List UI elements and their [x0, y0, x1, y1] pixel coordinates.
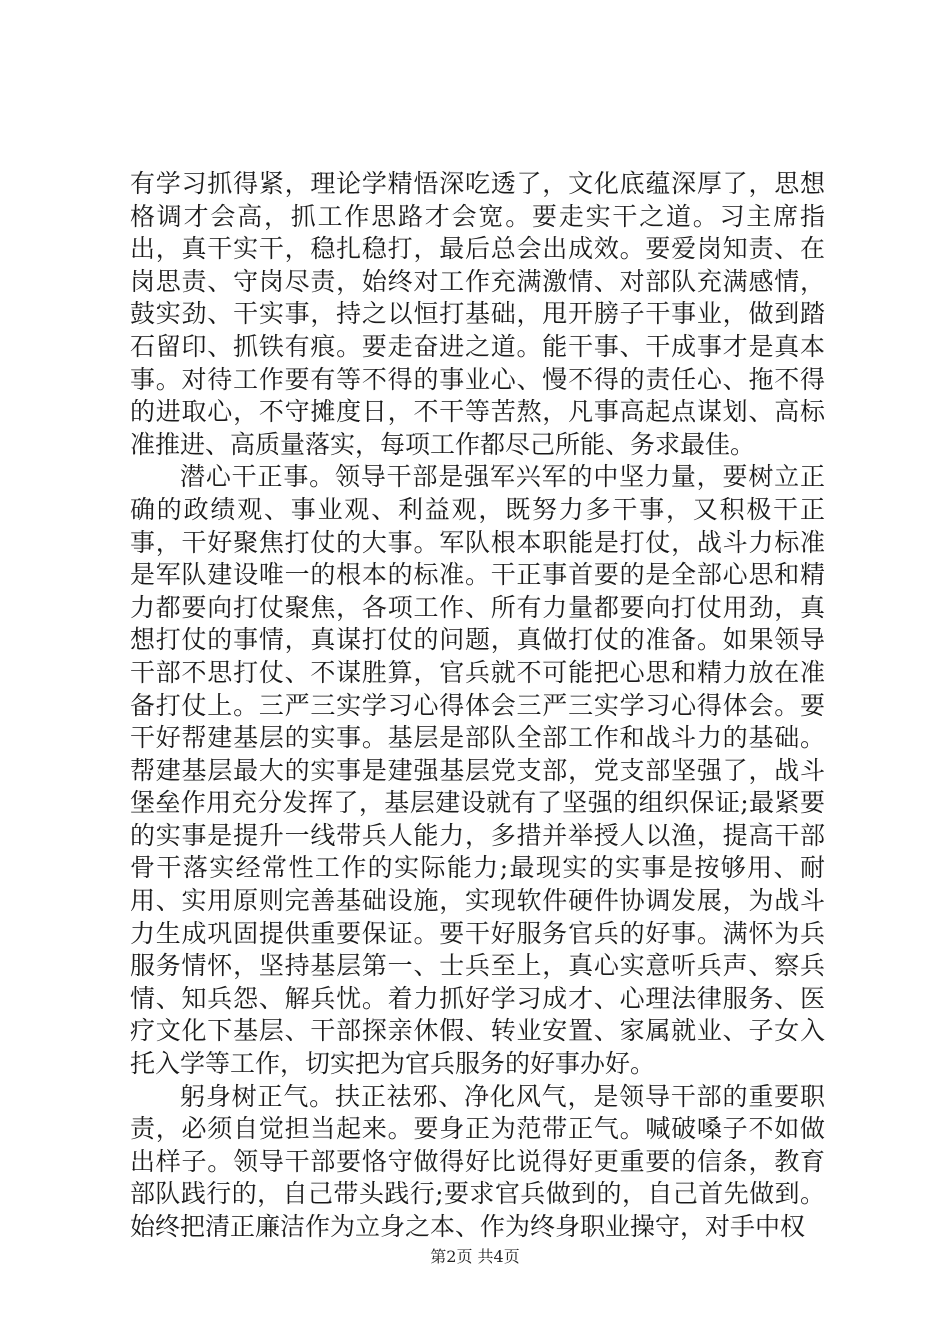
page-number-footer: 第2页 共4页 [430, 1247, 520, 1266]
paragraph-focus-on-work: 潜心干正事。领导干部是强军兴军的中坚力量，要树立正确的政绩观、事业观、利益观，既努力多干事，又积极干正事，干好聚焦打仗的大事。军队根本职能是打仗，战斗力标准是军队建设唯一的根本的标准。干正事首要的是全部心思和精力都要向打仗聚焦，各项工作、所有力量都要向打仗用劲，真想打仗的事情，真谋打仗的问题，真做打仗的准备。如果领导干部不思打仗、不谋胜算，官兵就不可能把心思和精力放在准备打仗上。三严三实学习心得体会三严三实学习心得体会。要干好帮建基层的实事。基层是部队全部工作和战斗力的基础。帮建基层最大的实事是建强基层党支部，党支部坚强了，战斗堡垒作用充分发挥了，基层建设就有了坚强的组织保证;最紧要的实事是提升一线带兵人能力，多措并举授人以渔，提高干部骨干落实经常性工作的实际能力;最现实的实事是按够用、耐用、实用原则完善基础设施，实现软件硬件协调发展，为战斗力生成巩固提供重要保证。要干好服务官兵的好事。满怀为兵服务情怀，坚持基层第一、士兵至上，真心实意听兵声、察兵情、知兵怨、解兵忧。着力抓好学习成才、心理法律服务、医疗文化下基层、干部探亲休假、转业安置、家属就业、子女入托入学等工作，切实把为官兵服务的好事办好。 [130, 462, 825, 1079]
body-text [130, 168, 825, 1244]
paragraph-continued: 有学习抓得紧，理论学精悟深吃透了，文化底蕴深厚了，思想格调才会高，抓工作思路才会宽。要走实干之道。习主席指出，真干实干，稳扎稳打，最后总会出成效。要爱岗知责、在岗思责、守岗尽责，始终对工作充满激情、对部队充满感情，鼓实劲、干实事，持之以恒打基础，甩开膀子干事业，做到踏石留印、抓铁有痕。要走奋进之道。能干事、干成事才是真本事。对待工作要有等不得的事业心、慢不得的责任心、拖不得的进取心，不守摊度日，不干等苦熬，凡事高起点谋划、高标准推进、高质量落实，每项工作都尽己所能、务求最佳。 [130, 169, 825, 459]
paragraph-set-example: 躬身树正气。扶正祛邪、净化风气，是领导干部的重要职责，必须自觉担当起来。要身正为范带正气。喊破嗓子不如做出样子。领导干部要恪守做得好比说得好更重要的信条，教育部队践行的，自己带头践行;要求官兵做到的，自己首先做到。始终把清正廉洁作为立身之本、作为终身职业操守，对手中权 [130, 1081, 825, 1241]
